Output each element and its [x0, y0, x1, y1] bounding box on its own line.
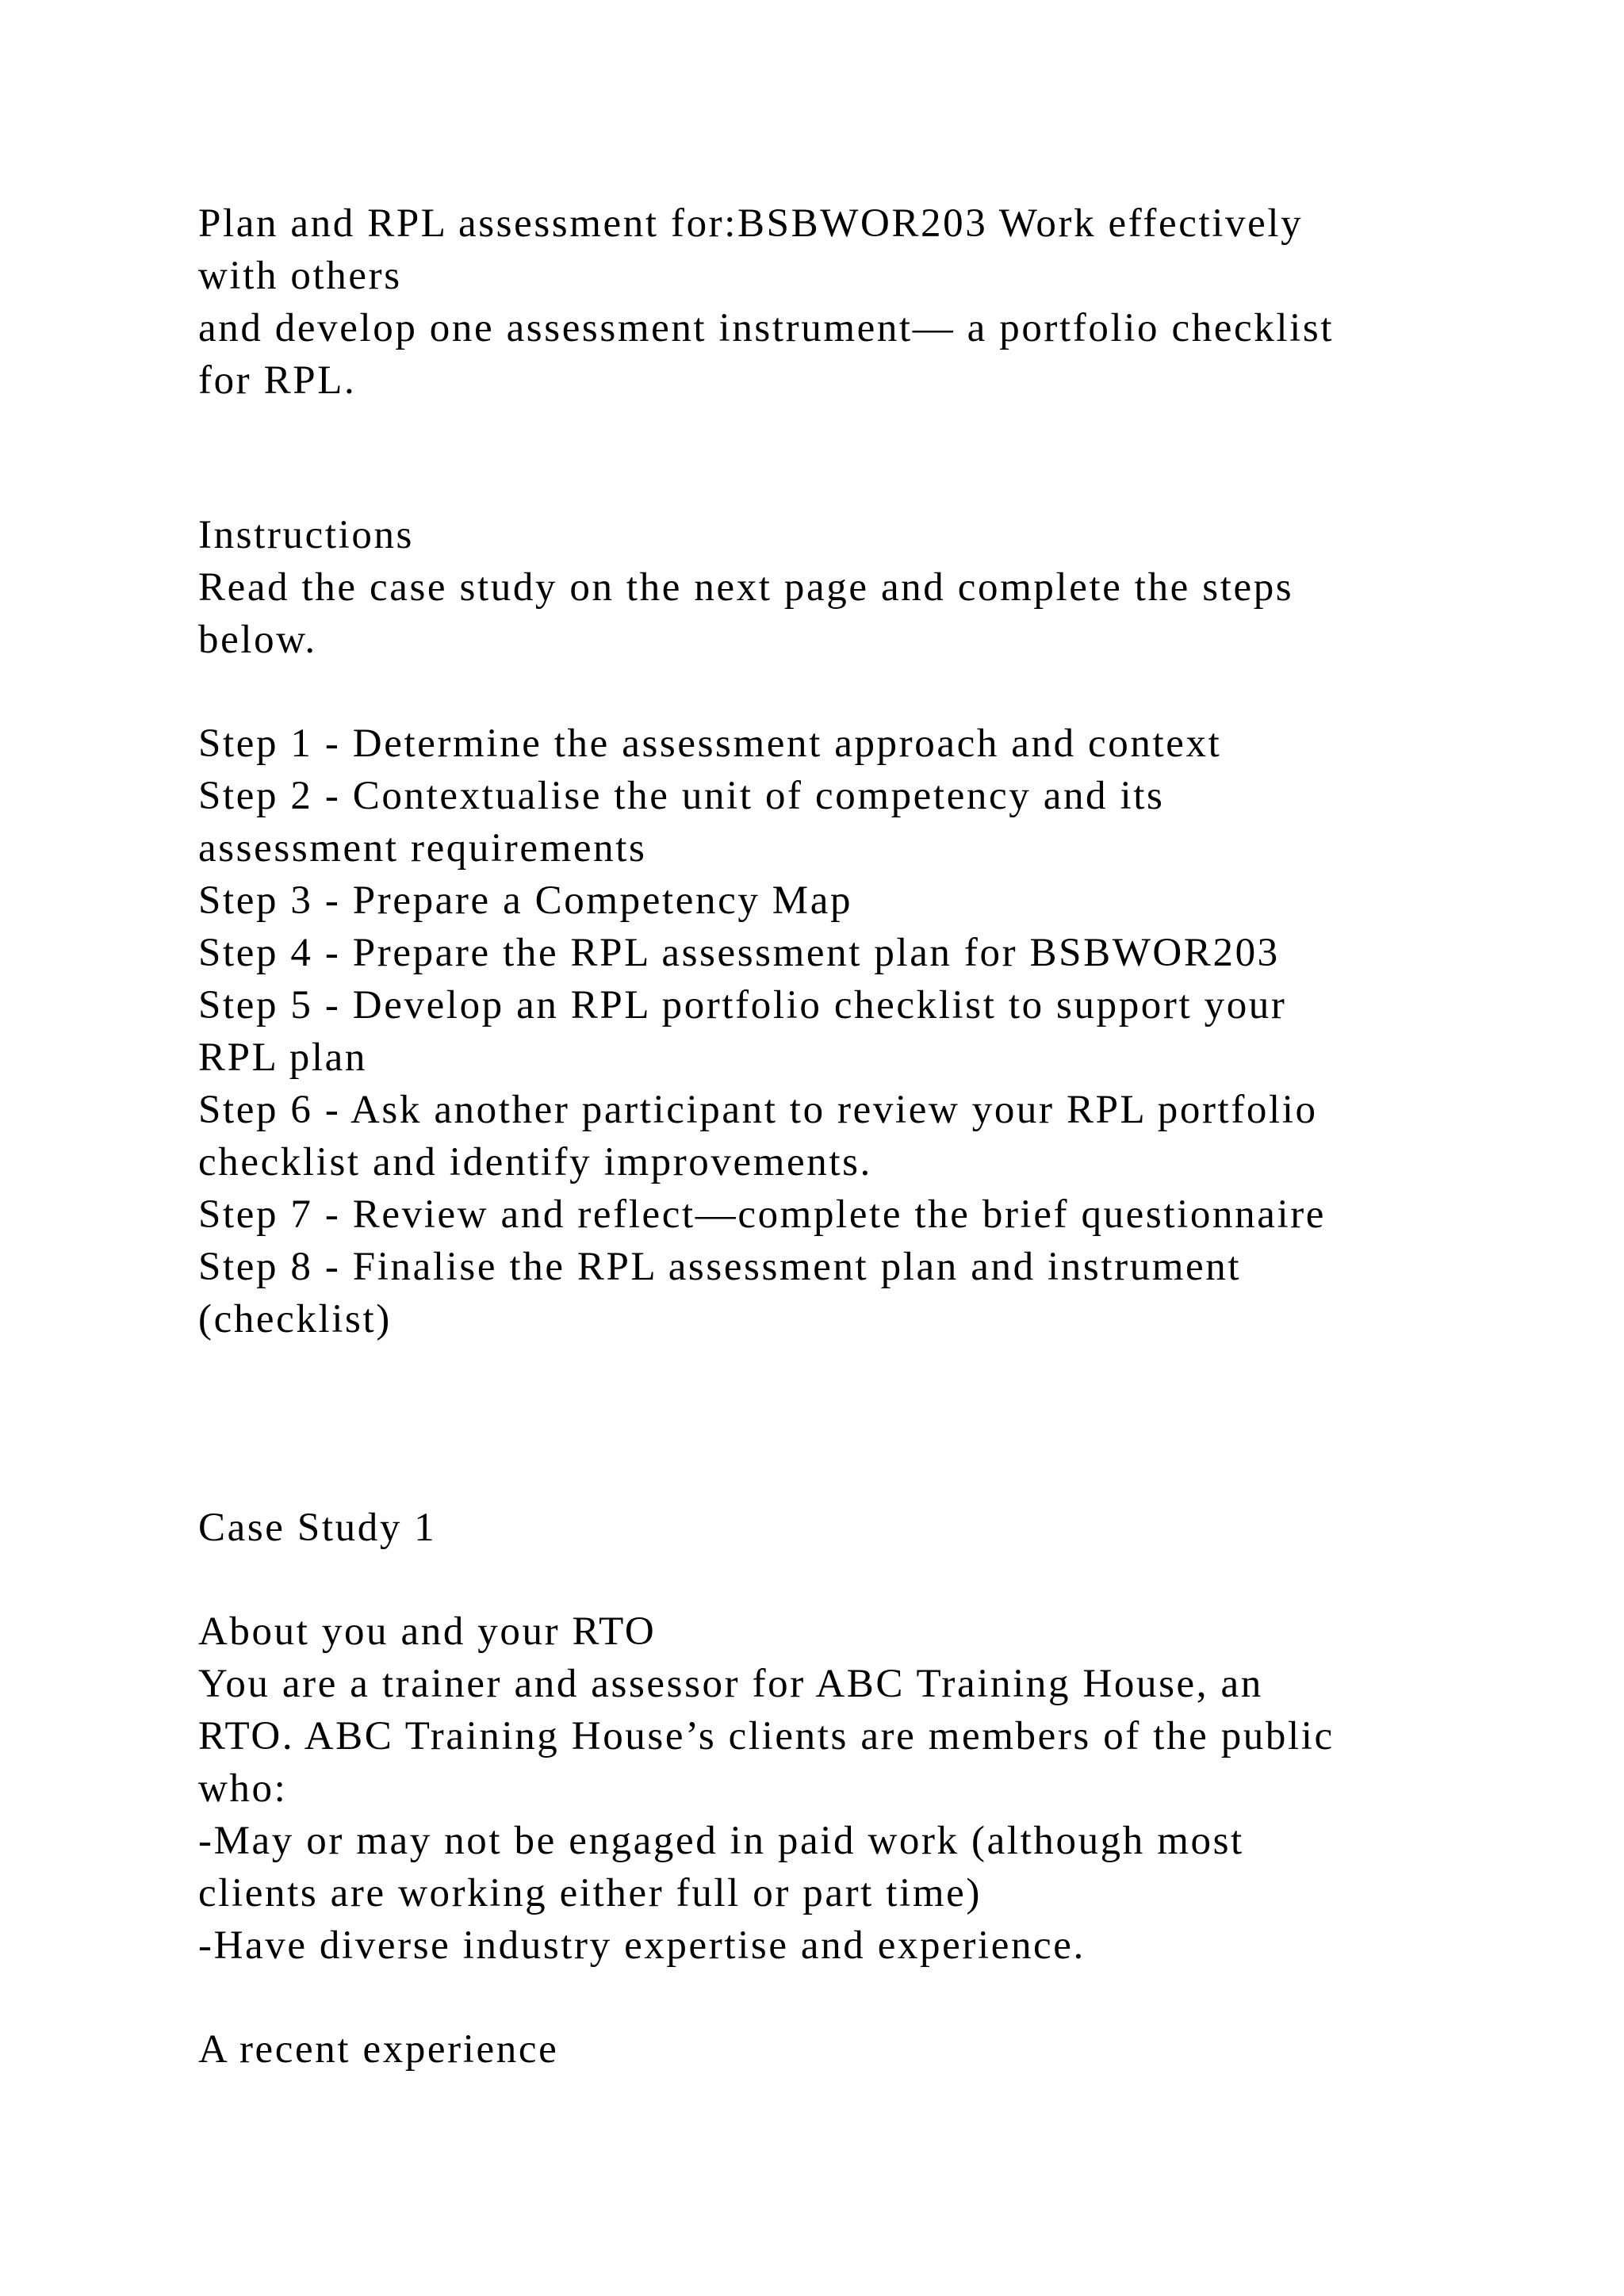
- title-line-3: and develop one assessment instrument— a portfolio checklist: [198, 306, 1335, 350]
- about-line: You are a trainer and assessor for ABC Training House, an: [198, 1662, 1263, 1706]
- steps-list: [198, 718, 1467, 1345]
- instructions-intro-line-1: Read the case study on the next page and complete the steps: [198, 565, 1294, 610]
- about-section: [198, 1605, 1467, 1972]
- step-line: checklist and identify improvements.: [198, 1140, 872, 1184]
- title-line-4: for RPL.: [198, 358, 357, 403]
- instructions-section: [198, 509, 1467, 666]
- document-title: [198, 197, 1467, 407]
- about-line: RTO. ABC Training House’s clients are members of the public: [198, 1714, 1335, 1758]
- recent-experience-block: [198, 2023, 1467, 2076]
- case-study-heading-block: [198, 1502, 1467, 1554]
- about-line: -May or may not be engaged in paid work (although most: [198, 1819, 1244, 1863]
- about-line: clients are working either full or part time): [198, 1871, 982, 1915]
- step-line: RPL plan: [198, 1035, 367, 1080]
- about-line: -Have diverse industry expertise and experience.: [198, 1923, 1086, 1968]
- step-line: assessment requirements: [198, 826, 647, 871]
- case-study-heading: Case Study 1: [198, 1506, 437, 1550]
- recent-experience-heading: A recent experience: [198, 2027, 559, 2072]
- step-line: Step 8 - Finalise the RPL assessment plan and instrument: [198, 1245, 1242, 1289]
- title-line-2: with others: [198, 254, 402, 298]
- step-line: (checklist): [198, 1297, 392, 1341]
- step-line: Step 7 - Review and reflect—complete the brief questionnaire: [198, 1192, 1327, 1237]
- step-line: Step 3 - Prepare a Competency Map: [198, 878, 853, 923]
- step-line: Step 5 - Develop an RPL portfolio checklist to support your: [198, 983, 1287, 1027]
- step-line: Step 4 - Prepare the RPL assessment plan for BSBWOR203: [198, 931, 1280, 975]
- step-line: Step 6 - Ask another participant to review your RPL portfolio: [198, 1088, 1318, 1132]
- about-line: who:: [198, 1766, 288, 1811]
- title-line-1: Plan and RPL assessment for:BSBWOR203 Work effectively: [198, 201, 1304, 246]
- about-heading: About you and your RTO: [198, 1609, 657, 1654]
- step-line: Step 1 - Determine the assessment approach and context: [198, 721, 1222, 766]
- instructions-intro-line-2: below.: [198, 618, 317, 662]
- instructions-heading: Instructions: [198, 513, 415, 557]
- step-line: Step 2 - Contextualise the unit of competency and its: [198, 774, 1165, 818]
